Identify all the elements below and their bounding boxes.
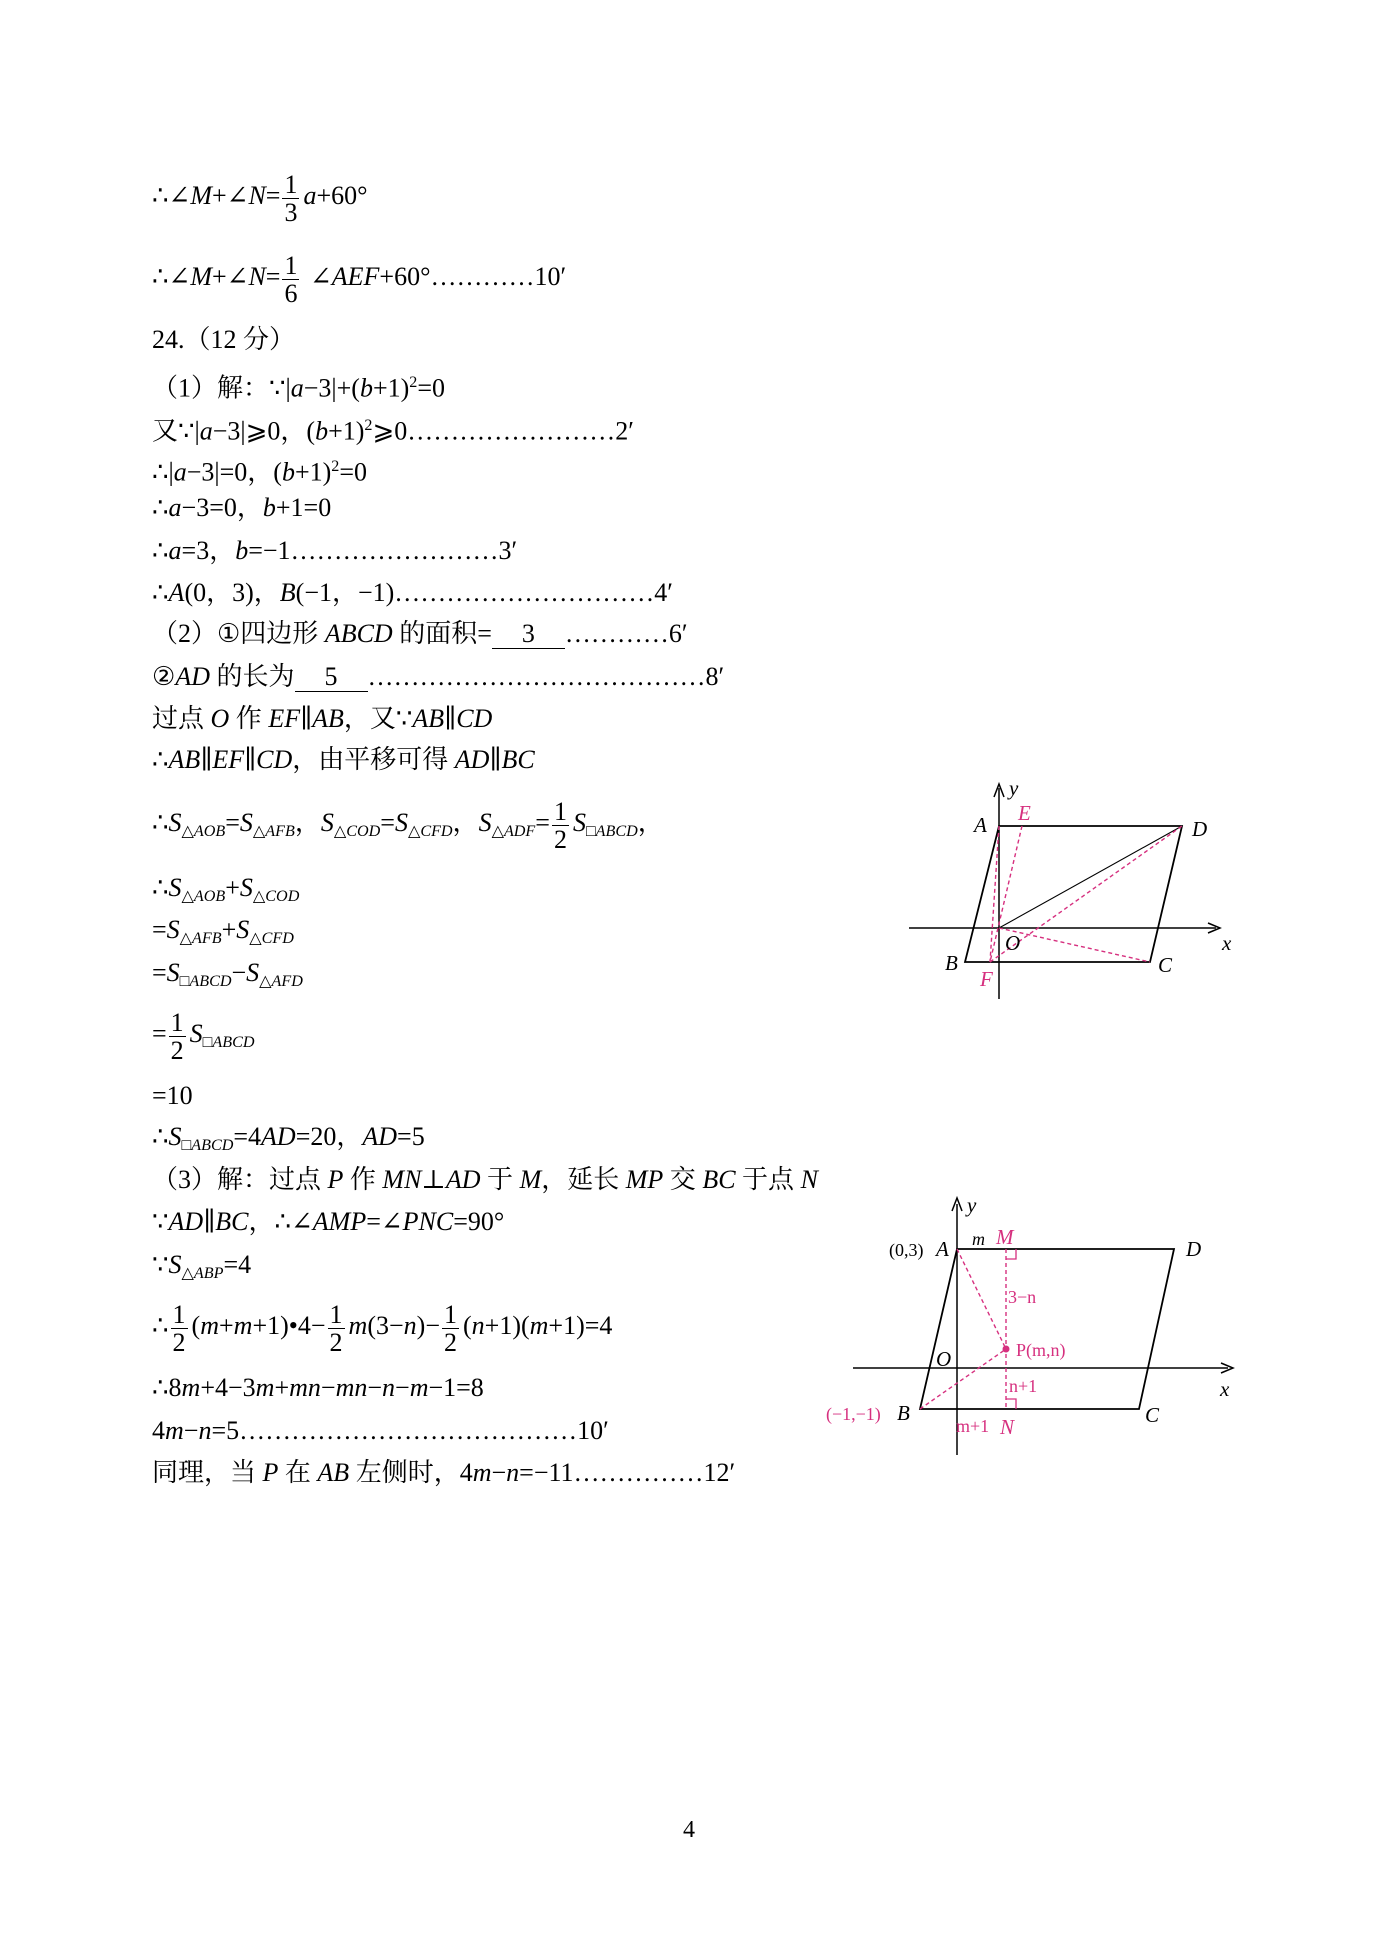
math-text: △COD [333, 822, 381, 840]
point-b-coordinates: (−1,−1) [826, 1404, 881, 1424]
math-text: 于点 [735, 1165, 801, 1194]
math-text: ， [637, 808, 664, 837]
right-angle-mark-n [1006, 1399, 1016, 1409]
math-text: 24.（12 分） [152, 325, 296, 354]
math-text: ， [452, 808, 479, 837]
math-text: P [262, 1458, 279, 1487]
fraction [282, 252, 299, 307]
math-text: AB [412, 704, 445, 733]
math-text: = [535, 808, 550, 837]
fraction [442, 1301, 459, 1356]
math-text: P [327, 1165, 344, 1194]
segment-ap [957, 1249, 1006, 1349]
math-text: N [248, 181, 266, 210]
math-text: n [382, 1373, 396, 1402]
math-text: =4 [223, 1250, 252, 1279]
point-p [1003, 1346, 1010, 1353]
fraction-denominator: 6 [284, 278, 298, 308]
math-text: N [248, 262, 266, 291]
math-text: △COD [252, 887, 300, 905]
math-text: +1) [328, 416, 365, 446]
math-text: +1)=4 [548, 1311, 613, 1340]
solution-line-14 [152, 793, 664, 853]
math-text: ， [294, 808, 321, 837]
math-text: m [348, 1311, 368, 1340]
math-text: S [572, 808, 586, 837]
math-text: AD [261, 1122, 296, 1151]
math-text: ∴8 [152, 1373, 182, 1402]
math-text: ∴ [152, 1122, 169, 1151]
math-text: △AFB [179, 929, 222, 947]
math-text: =5…………………………………10′ [211, 1416, 609, 1445]
math-text: ABCD [324, 619, 393, 648]
math-text: m [409, 1373, 429, 1402]
fraction [169, 1009, 186, 1064]
math-text: m [255, 1373, 275, 1402]
math-text: − [395, 1373, 410, 1402]
math-text: m [233, 1311, 253, 1340]
fraction-numerator: 1 [443, 1299, 457, 1329]
figure-1 [900, 770, 1240, 1010]
fraction-numerator: 1 [553, 796, 567, 826]
math-text: （2）①四边形 [152, 619, 325, 648]
math-text: =10 [152, 1081, 193, 1110]
math-text: = [265, 262, 281, 291]
math-text: S [189, 1019, 203, 1048]
math-text: ，延长 [541, 1165, 626, 1194]
math-text: m [200, 1311, 219, 1340]
math-text: ② [152, 662, 176, 691]
math-text: +1)( [484, 1311, 530, 1340]
math-text: （1）解：∵| [152, 373, 291, 403]
math-text: △ADF [491, 822, 536, 840]
math-text: ∴∠ [152, 181, 191, 210]
math-text: ∥ [203, 1207, 216, 1236]
point-label-a: A [974, 813, 987, 837]
math-text: 2 [331, 458, 340, 475]
math-text: 2 [409, 374, 418, 391]
math-text: MN [382, 1165, 422, 1194]
math-text: 过点 [152, 704, 211, 733]
math-text: △CFD [249, 929, 294, 947]
math-text: )− [416, 1311, 440, 1340]
math-text: 的面积= [392, 619, 492, 648]
math-text: ∥ [300, 704, 313, 733]
math-text: +1) [372, 373, 410, 403]
solution-line-17 [152, 943, 303, 1003]
math-text: = [225, 808, 240, 837]
answer-blank: 5 [295, 663, 368, 692]
math-text: ∠ [303, 262, 332, 291]
point-a-coordinates: (0,3) [889, 1240, 924, 1260]
math-text: △AFD [259, 972, 303, 990]
math-text: ∥ [244, 745, 257, 774]
fraction-numerator: 1 [170, 1007, 184, 1037]
math-text: S [239, 873, 253, 902]
math-text: a [290, 373, 304, 403]
math-text: S [168, 1122, 182, 1151]
math-text: □ABCD [202, 1033, 255, 1051]
math-text: a [303, 181, 317, 210]
segment-od [999, 826, 1182, 928]
math-text: ∵ [152, 1207, 169, 1236]
math-text: ，∴∠ [248, 1207, 313, 1236]
math-text: ∵ [152, 1250, 169, 1279]
math-text: − [231, 958, 247, 987]
math-text: =0 [417, 373, 446, 403]
math-text: △AOB [181, 822, 226, 840]
math-text: 交 [663, 1165, 703, 1194]
math-text: m [181, 1373, 201, 1402]
math-text: BC [501, 745, 535, 774]
math-text: △ABP [181, 1264, 224, 1282]
math-text: 于 [480, 1165, 520, 1194]
point-label-b: B [945, 951, 958, 975]
page-number: 4 [683, 1817, 695, 1843]
fraction-numerator: 1 [284, 250, 298, 280]
math-text: −3|⩾0，( [212, 416, 316, 446]
answer-blank: 3 [492, 620, 565, 649]
math-text: =90° [453, 1207, 505, 1236]
math-text: MP [625, 1165, 664, 1194]
math-text: EF [268, 704, 301, 733]
point-label-f: F [980, 967, 993, 991]
math-text: ∴ [152, 745, 169, 774]
math-text: □ABCD [179, 972, 232, 990]
math-text: b [359, 373, 373, 403]
math-text: ∴ [152, 808, 169, 837]
math-text: S [168, 873, 182, 902]
fraction-denominator: 3 [284, 197, 298, 227]
math-text: +1)•4− [252, 1311, 326, 1340]
math-text: −3=0， [181, 493, 263, 522]
math-text: M [519, 1165, 542, 1194]
math-text: +1=0 [275, 493, 332, 522]
math-text: ∴ [152, 873, 169, 902]
math-text: AB [168, 745, 201, 774]
math-text: n [403, 1311, 417, 1340]
parallelogram-abcd [965, 826, 1182, 962]
fraction-denominator: 2 [329, 1327, 343, 1357]
y-axis-label: y [967, 1193, 977, 1217]
math-text: =5 [397, 1122, 425, 1151]
math-text: BC [702, 1165, 736, 1194]
math-text: 作 [343, 1165, 383, 1194]
math-text: + [274, 1373, 290, 1402]
math-text: n [471, 1311, 485, 1340]
math-text: EF [212, 745, 245, 774]
math-text: +60°…………10′ [379, 262, 567, 291]
math-text: + [221, 915, 237, 944]
math-text: 的长为 [209, 662, 295, 691]
math-text: AMP [312, 1207, 367, 1236]
math-text: AD [445, 1165, 481, 1194]
math-text: ⩾0……………………2′ [372, 416, 634, 446]
math-text: =20， [295, 1122, 363, 1151]
math-text: mn [335, 1373, 368, 1402]
point-label-b: B [897, 1401, 910, 1425]
math-text: ( [191, 1311, 201, 1340]
math-text: △AFB [252, 822, 295, 840]
math-text: +4−3 [200, 1373, 256, 1402]
origin-label: O [936, 1347, 952, 1371]
math-text: =−1……………………3′ [248, 536, 518, 565]
math-text: S [478, 808, 492, 837]
math-text: S [166, 915, 180, 944]
math-text: = [152, 958, 167, 987]
math-text: mn [289, 1373, 321, 1402]
math-text: − [320, 1373, 336, 1402]
math-text: ∥ [489, 745, 502, 774]
math-text: a [168, 536, 182, 565]
fraction-numerator: 1 [284, 169, 298, 199]
math-text: b [262, 493, 276, 522]
math-text: +∠ [212, 181, 249, 210]
math-text: 在 [278, 1458, 318, 1487]
math-text: B [279, 578, 296, 607]
math-text: ∴| [152, 457, 174, 487]
segment-pn-length-label: n+1 [1009, 1376, 1038, 1396]
math-text: ∴ [152, 578, 169, 607]
x-axis-label: x [1222, 931, 1232, 955]
solution-line-27 [152, 1443, 735, 1503]
math-text: ，由平移可得 [292, 745, 455, 774]
fraction-numerator: 1 [172, 1299, 186, 1329]
math-text: ⊥ [421, 1165, 446, 1194]
math-text: (3− [367, 1311, 404, 1340]
fraction [328, 1301, 345, 1356]
math-text: = [380, 808, 395, 837]
math-text: b [235, 536, 249, 565]
fraction-numerator: 1 [329, 1299, 343, 1329]
point-label-p: P(m,n) [1016, 1340, 1066, 1360]
point-label-d: D [1192, 817, 1208, 841]
math-text: ∴ [152, 1311, 169, 1340]
math-text: = [152, 915, 167, 944]
math-text: AD [362, 1122, 398, 1151]
solution-line-13 [152, 730, 535, 790]
math-text: −3|+( [303, 373, 360, 403]
math-text: □ABCD [585, 822, 638, 840]
math-text: b [315, 416, 329, 446]
segment-bp [920, 1349, 1006, 1409]
math-text: b [281, 457, 295, 487]
math-text: ，又∵ [343, 704, 413, 733]
solution-line-1 [152, 166, 368, 226]
point-label-n: N [1000, 1415, 1015, 1439]
math-text: AD [168, 1207, 204, 1236]
math-text: n [198, 1416, 212, 1445]
math-text: S [394, 808, 408, 837]
fraction-denominator: 2 [172, 1327, 186, 1357]
math-text: S [236, 915, 250, 944]
math-text: S [246, 958, 260, 987]
x-axis-label: x [1220, 1377, 1230, 1401]
math-text: +∠ [212, 262, 249, 291]
math-text: S [320, 808, 334, 837]
math-text: a [173, 457, 187, 487]
math-text: =4 [233, 1122, 262, 1151]
math-text: △CFD [407, 822, 453, 840]
math-text: = [265, 181, 281, 210]
segment-mp-length-label: 3−n [1008, 1287, 1037, 1307]
math-text: ∥ [444, 704, 457, 733]
segment-bn-length-label: m+1 [956, 1416, 990, 1436]
fraction [552, 798, 569, 853]
math-text: m [165, 1416, 184, 1445]
segment-oc [999, 928, 1150, 962]
math-text: = [152, 1019, 167, 1048]
math-text: AEF [331, 262, 380, 291]
math-text: m [529, 1311, 549, 1340]
fraction-denominator: 2 [170, 1035, 184, 1065]
fraction [282, 171, 299, 226]
math-text: a [199, 416, 213, 446]
math-text: 4 [152, 1416, 165, 1445]
math-text: m [472, 1458, 492, 1487]
math-text: PNC [402, 1207, 454, 1236]
math-text: AB [317, 1458, 350, 1487]
math-text: −1=8 [428, 1373, 484, 1402]
right-angle-mark-m [1006, 1249, 1016, 1259]
math-text: M [190, 181, 212, 210]
math-text: n [506, 1458, 520, 1487]
math-text: + [225, 873, 240, 902]
segment-am-length-label: m [972, 1229, 985, 1249]
math-text: △AOB [181, 887, 226, 905]
math-text: a [168, 493, 182, 522]
math-text: =0 [339, 457, 368, 487]
math-text: ( [462, 1311, 472, 1340]
math-text: 作 [229, 704, 269, 733]
math-text: AD [175, 662, 210, 691]
math-text: 2 [364, 417, 373, 434]
math-text: ∴ [152, 493, 169, 522]
fraction-denominator: 2 [553, 824, 567, 854]
point-label-c: C [1158, 953, 1173, 977]
math-text: 左侧时，4 [349, 1458, 473, 1487]
point-label-a: A [936, 1237, 949, 1261]
point-label-e: E [1018, 801, 1031, 825]
math-text: 又∵| [152, 416, 200, 446]
math-text: S [168, 808, 182, 837]
math-text: …………………………………8′ [367, 662, 725, 691]
math-text: N [800, 1165, 818, 1194]
origin-label: O [1005, 931, 1021, 955]
solution-line-2 [152, 247, 566, 307]
point-label-d: D [1186, 1237, 1202, 1261]
math-text: O [210, 704, 230, 733]
math-text: S [166, 958, 180, 987]
fraction-denominator: 2 [443, 1327, 457, 1357]
math-text: CD [456, 704, 493, 733]
math-text: （3）解：过点 [152, 1165, 328, 1194]
math-text: =∠ [366, 1207, 403, 1236]
math-text: + [219, 1311, 234, 1340]
math-text: ∴ [152, 536, 169, 565]
math-text: BC [215, 1207, 249, 1236]
point-label-m: M [996, 1225, 1014, 1249]
math-text: +1) [294, 457, 332, 487]
math-text: =−11……………12′ [519, 1458, 736, 1487]
parallelogram-abcd [920, 1249, 1174, 1409]
math-text: − [367, 1373, 383, 1402]
math-text: − [491, 1458, 507, 1487]
math-text: AD [454, 745, 490, 774]
math-text: CD [256, 745, 293, 774]
math-text: − [183, 1416, 199, 1445]
math-text: M [190, 262, 212, 291]
solution-line-18 [152, 1004, 254, 1064]
math-text: AB [312, 704, 344, 733]
math-text: A [168, 578, 185, 607]
math-text: ∴∠ [152, 262, 191, 291]
y-axis-label: y [1009, 776, 1019, 800]
math-text: S [168, 1250, 182, 1279]
math-text: =3， [181, 536, 236, 565]
fraction [171, 1301, 188, 1356]
point-label-c: C [1145, 1403, 1160, 1427]
solution-line-23 [152, 1235, 251, 1295]
math-text: +60° [316, 181, 368, 210]
solution-line-24 [152, 1296, 612, 1356]
math-text: …………6′ [564, 619, 688, 648]
math-text: S [239, 808, 253, 837]
math-text: (0，3)， [184, 578, 280, 607]
math-text: □ABCD [181, 1136, 234, 1154]
figure-2 [820, 1190, 1240, 1460]
math-text: −3|=0，( [186, 457, 282, 487]
math-text: 同理，当 [152, 1458, 263, 1487]
math-text: (−1，−1)…………………………4′ [295, 578, 673, 607]
math-text: ∥ [200, 745, 213, 774]
